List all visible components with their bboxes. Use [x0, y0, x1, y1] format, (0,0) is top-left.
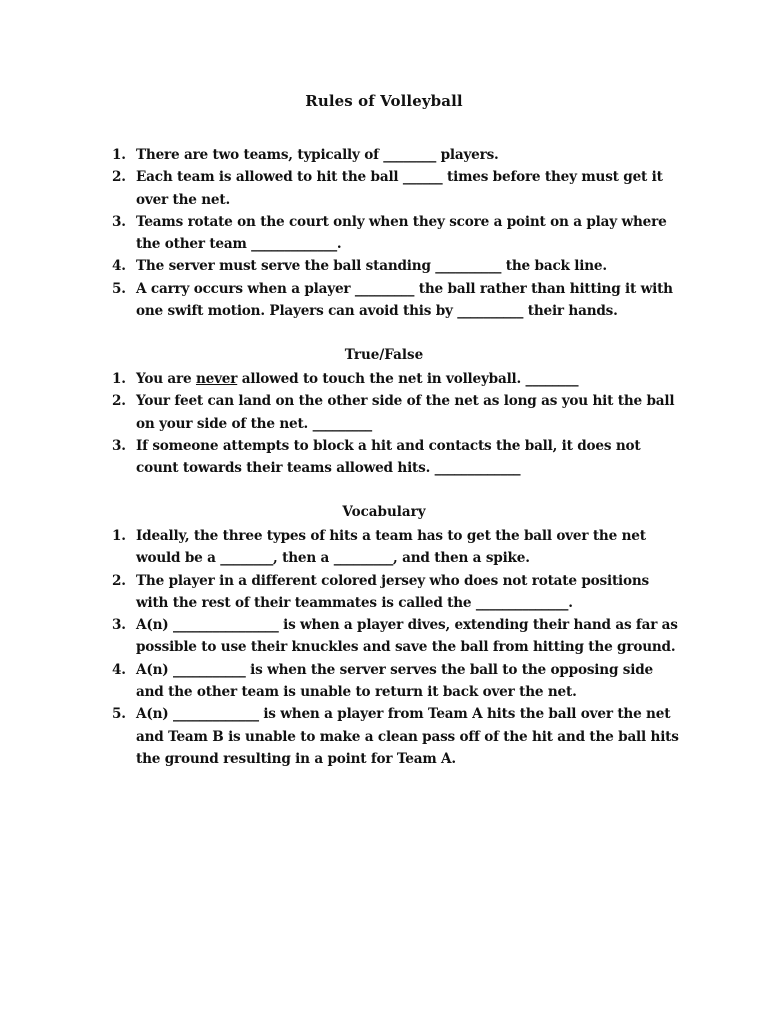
true-false-text-before: You are: [136, 371, 196, 387]
vocabulary-text: The player in a different colored jersey who does not rotate positions with the rest of their teammates is called the ______________.: [136, 572, 649, 611]
true-false-heading: True/False: [344, 347, 424, 363]
rule-item: [0, 211, 768, 256]
item-number: 2.: [112, 393, 126, 410]
page-title: Rules of Volleyball: [305, 92, 463, 110]
vocabulary-text: A(n) ________________ is when a player dives, extending their hand as far as possible to use their knuckles and save the ball from hitting the ground.: [136, 617, 678, 656]
true-false-item: [0, 368, 768, 390]
item-number: 5.: [112, 706, 126, 723]
item-number: 1.: [112, 528, 126, 544]
true-false-text: Your feet can land on the other side of the net as long as you hit the ball on your side of the net. _________: [136, 393, 675, 432]
vocabulary-item: [0, 570, 768, 615]
rule-text: The server must serve the ball standing __________ the back line.: [136, 258, 607, 275]
true-false-text: If someone attempts to block a hit and contacts the ball, it does not count towards their teams allowed hits. _____________: [136, 437, 641, 477]
item-number: 1.: [112, 371, 126, 387]
true-false-item: [0, 390, 768, 435]
item-number: 3.: [112, 213, 126, 230]
rule-item: [0, 278, 768, 323]
rule-text: Teams rotate on the court only when they score a point on a play where the other team _____________.: [136, 213, 667, 253]
rule-item: [0, 144, 768, 166]
true-false-item: [0, 435, 768, 480]
rule-text: There are two teams, typically of ________ players.: [136, 147, 499, 163]
vocabulary-text: A(n) _____________ is when a player from Team A hits the ball over the net and Team B is unable to make a clean pass off of the hit and the ball hits the ground resulting in a point for Team A.: [136, 706, 679, 767]
vocabulary-item: [0, 703, 768, 770]
vocabulary-heading: Vocabulary: [342, 504, 426, 520]
rules-list: [0, 144, 768, 322]
vocabulary-item: [0, 659, 768, 704]
true-false-list: [0, 368, 768, 479]
item-number: 4.: [112, 258, 126, 275]
item-number: 2.: [112, 169, 126, 186]
rule-text: A carry occurs when a player _________ the ball rather than hitting it with one swift motion. Players can avoid this by __________ their hands.: [136, 280, 673, 320]
vocabulary-item: [0, 614, 768, 659]
vocabulary-text: Ideally, the three types of hits a team has to get the ball over the net would be a ________, then a _________, and then a spike.: [136, 528, 646, 567]
item-number: 5.: [112, 280, 126, 297]
true-false-text-after: allowed to touch the net in volleyball. ________: [237, 371, 579, 387]
underlined-word: never: [195, 371, 238, 387]
item-number: 3.: [112, 437, 126, 454]
vocabulary-list: [0, 525, 768, 770]
rule-item: [0, 255, 768, 277]
item-number: 4.: [112, 661, 126, 678]
rule-item: [0, 166, 768, 211]
item-number: 3.: [112, 617, 126, 634]
item-number: 1.: [112, 147, 126, 163]
item-number: 2.: [112, 572, 126, 589]
rule-text: Each team is allowed to hit the ball ______ times before they must get it over the net.: [136, 169, 663, 208]
vocabulary-item: [0, 525, 768, 570]
vocabulary-text: A(n) ___________ is when the server serves the ball to the opposing side and the other team is unable to return it back over the net.: [136, 661, 653, 701]
